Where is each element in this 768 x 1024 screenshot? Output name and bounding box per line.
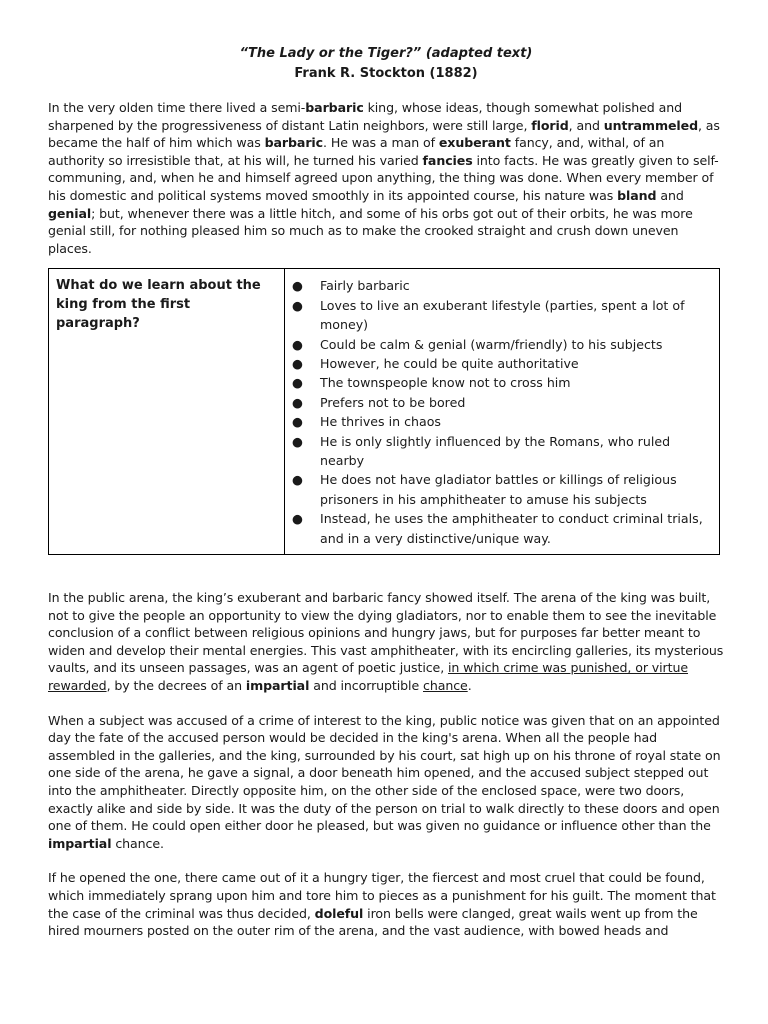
bullet-icon: ● (292, 375, 303, 391)
vocab-word: doleful (314, 905, 364, 921)
bullet-icon: ● (292, 511, 303, 527)
document-page (48, 44, 724, 940)
text-run: and incorruptible (309, 678, 423, 693)
vocab-word: exuberant (438, 135, 511, 151)
vocab-word: florid (531, 117, 569, 133)
answer-text: He does not have gladiator battles or killings of religious prisoners in his amphitheater to amuse his subjects (320, 472, 677, 507)
answer-text: He thrives in chaos (320, 414, 441, 430)
text-run: chance. (111, 835, 164, 851)
document-author: Frank R. Stockton (1882) (294, 66, 478, 81)
text-run: ; but, whenever there was a little hitch, and some of his orbs got out of their orbits, he was more genial still, for nothing pleased him so much as to make the crooked straight and crush down uneven places. (48, 205, 693, 256)
list-item (292, 509, 711, 548)
list-item (292, 335, 711, 354)
vocab-word: fancies (422, 152, 473, 168)
bullet-icon: ● (292, 414, 303, 430)
vocab-word: barbaric (264, 135, 324, 151)
answer-text: The townspeople know not to cross him (320, 375, 571, 391)
list-item (292, 373, 711, 392)
answer-list (292, 276, 711, 548)
vocab-word: untrammeled (603, 117, 698, 133)
text-run: iron bells were clanged, great wails went up from the hired mourners posted on the outer rim of the arena, and the vast audience, with bowed heads and (48, 905, 698, 939)
answer-text: Fairly barbaric (320, 278, 410, 294)
paragraph-1 (48, 99, 724, 257)
answer-text: Loves to live an exuberant lifestyle (parties, spent a lot of money) (320, 297, 685, 333)
paragraph-3 (48, 712, 724, 853)
text-run: into facts. He was greatly given to self-communing, and, when he and himself agreed upon anything, the thing was done. When every member of his domestic and political systems moved smoothly in its appointed course, his nature was (48, 152, 719, 203)
question-cell: What do we learn about the king from the first paragraph? (49, 269, 285, 555)
text-run: , by the decrees of an (106, 678, 246, 693)
vocab-word: barbaric (305, 100, 364, 115)
underlined-phrase: in which crime was punished, or virtue rewarded (48, 660, 689, 693)
underlined-phrase: chance (423, 678, 468, 693)
list-item (292, 412, 711, 431)
paragraph-4 (48, 869, 724, 939)
document-title: “The Lady or the Tiger?” (adapted text) (239, 46, 533, 61)
list-item (292, 393, 711, 412)
paragraph-2 (48, 589, 724, 695)
bullet-icon: ● (292, 394, 303, 410)
text-run: , and (568, 117, 604, 133)
text-run: . He was a man of (323, 135, 439, 151)
bullet-icon: ● (292, 336, 303, 352)
bullet-icon: ● (292, 297, 303, 313)
bullet-icon: ● (292, 433, 303, 449)
text-run: fancy, and, withal, of an authority so irresistible that, at his will, he turned his varied (48, 135, 665, 168)
text-run: If he opened the one, there came out of it a hungry tiger, the fiercest and most cruel that could be found, which immediately sprang upon him and tore him to pieces as a punishment for his guilt. The moment that the case of the criminal was thus decided, (48, 870, 716, 921)
answer-cell (285, 269, 720, 555)
text-run: In the very olden time there lived a semi- (48, 100, 306, 115)
answer-text: He is only slightly influenced by the Romans, who ruled nearby (320, 433, 671, 468)
answer-text: Could be calm & genial (warm/friendly) to his subjects (320, 336, 663, 352)
vocab-word: impartial (48, 835, 112, 851)
answer-text: Instead, he uses the amphitheater to conduct criminal trials, and in a very distinctive/unique way. (320, 511, 703, 546)
list-item (292, 354, 711, 373)
vocab-word: impartial (245, 678, 310, 693)
text-run: and (656, 187, 684, 203)
table-row (49, 269, 720, 555)
list-item (292, 432, 711, 471)
text-run: When a subject was accused of a crime of interest to the king, public notice was given that on an appointed day the fate of the accused person would be decided in the king's arena. When all the people had assembled in the galleries, and the king, surrounded by his court, sat high up on his throne of royal state on one side of the arena, he gave a signal, a door beneath him opened, and the accused subject stepped out into the amphitheater. Directly opposite him, on the other side of the enclosed space, were two doors, exactly alike and side by side. It was the duty of the person on trial to walk directly to these doors and open one of them. He could open either door he pleased, but was given no guidance or influence other than the (48, 712, 721, 834)
text-run: . (467, 678, 472, 693)
vocab-word: genial (48, 205, 92, 221)
bullet-icon: ● (292, 278, 303, 294)
question-answer-table (48, 268, 720, 555)
document-title-block (48, 44, 724, 84)
answer-text: However, he could be quite authoritative (320, 355, 579, 371)
text-run: In the public arena, the king’s exuberant and barbaric fancy showed itself. The arena of the king was built, not to give the people an opportunity to view the dying gladiators, nor to enable them to see the inevitable conclusion of a conflict between religious opinions and hungry jaws, but for purposes far better meant to widen and develop their mental energies. This vast amphitheater, with its encircling galleries, its mysterious vaults, and its unseen passages, was an agent of poetic justice, (48, 590, 724, 676)
list-item (292, 296, 711, 335)
text-run: king, whose ideas, though somewhat polished and sharpened by the progressiveness of distant Latin neighbors, were still large, (48, 100, 682, 133)
bullet-icon: ● (292, 355, 303, 371)
bullet-icon: ● (292, 472, 303, 488)
answer-text: Prefers not to be bored (320, 394, 466, 410)
list-item (292, 470, 711, 509)
vocab-word: bland (617, 187, 657, 203)
text-run: , as became the half of him which was (48, 117, 720, 151)
list-item (292, 276, 711, 295)
